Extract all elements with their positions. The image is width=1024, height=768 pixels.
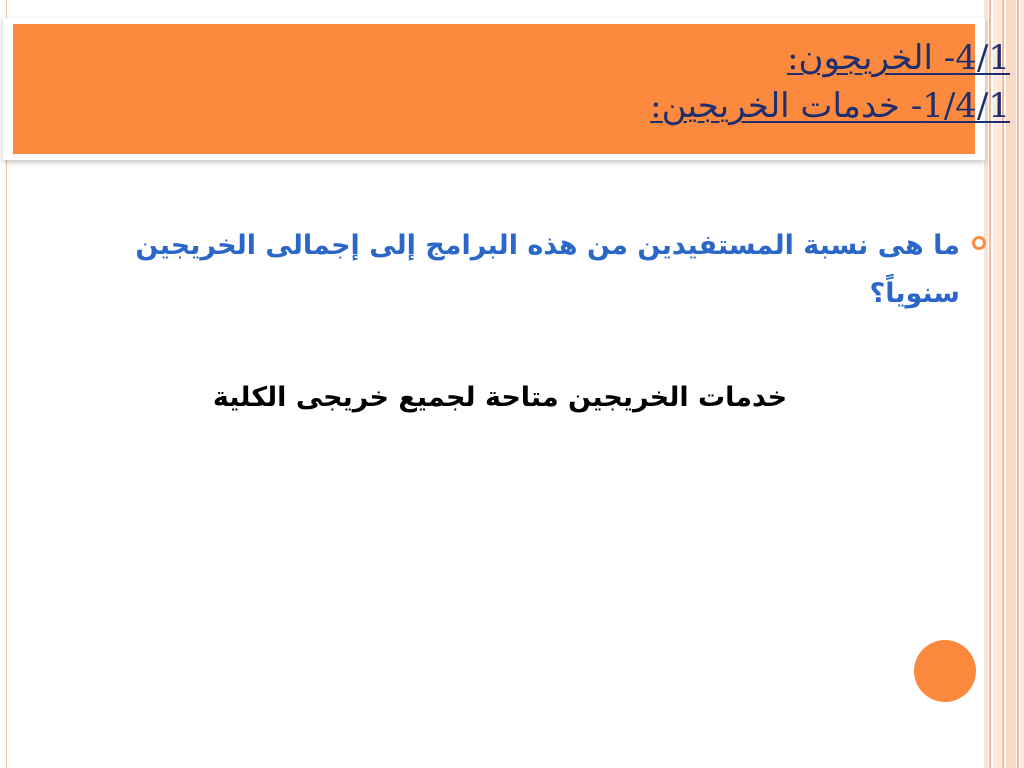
right-decor-stripe — [1017, 0, 1019, 768]
title-line-2: 1/4/1- خدمات الخريجين: — [650, 86, 1010, 126]
bullet-item — [40, 222, 960, 318]
body-statement: خدمات الخريجين متاحة لجميع خريجى الكلية — [212, 382, 788, 413]
bullet-ring-icon — [972, 236, 986, 250]
title-line-1: 4/1- الخريجون: — [787, 38, 1010, 78]
slide-title — [650, 34, 1010, 130]
bullet-text: ما هى نسبة المستفيدين من هذه البرامج إلى إجمالى الخريجين سنوياً؟ — [135, 230, 960, 309]
decor-circle — [914, 640, 976, 702]
right-decor-stripe — [1020, 0, 1024, 768]
